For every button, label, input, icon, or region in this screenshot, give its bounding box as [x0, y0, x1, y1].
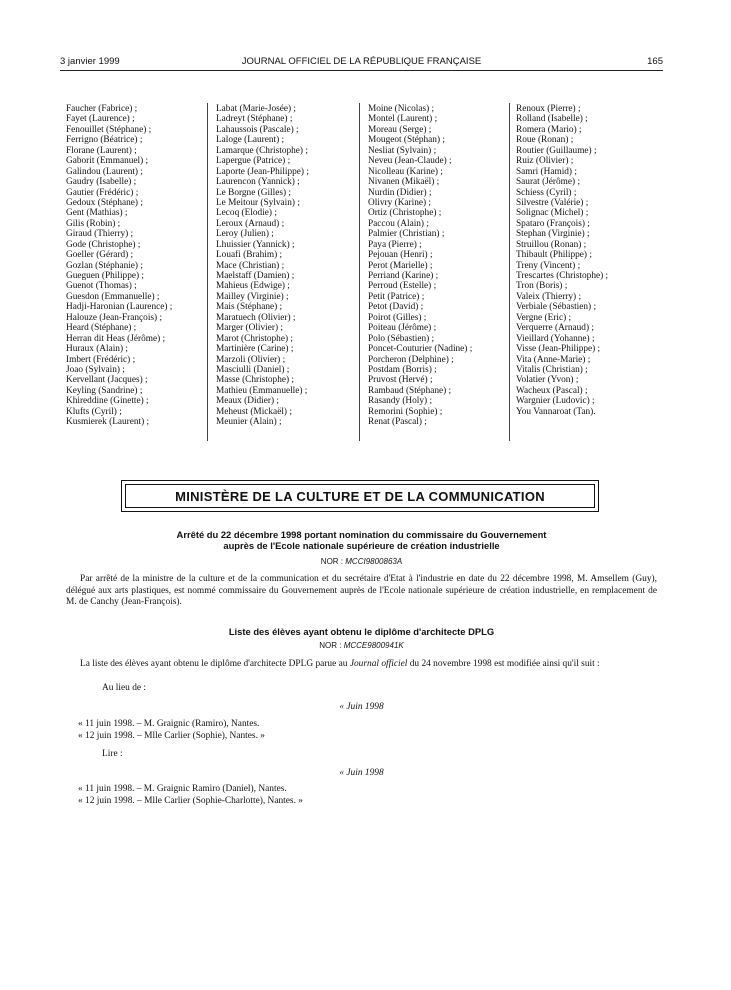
name-entry: Faucher (Fabrice) ;	[66, 104, 138, 114]
name-entry: Martinière (Carine) ;	[216, 344, 294, 355]
name-entry: Klufts (Cyril) ;	[66, 406, 122, 417]
name-entry: Mailley (Virginie) ;	[216, 291, 289, 302]
journal-title: JOURNAL OFFICIEL DE LA RÉPUBLIQUE FRANÇAISE	[241, 56, 482, 67]
name-entry: Herran dit Heas (Jérôme) ;	[66, 333, 166, 344]
name-entry: Renoux (Pierre) ;	[516, 104, 581, 114]
name-entry: Vitalis (Christian) ;	[516, 364, 588, 375]
name-entry: Gaudry (Isabelle) ;	[66, 177, 137, 188]
name-entry: You Vannaroat (Tan).	[516, 406, 596, 417]
name-entry: Lhuissier (Yannick) ;	[216, 239, 295, 250]
name-entry: Perot (Marielle) ;	[368, 260, 433, 271]
name-entry: Guesdon (Emmanuelle) ;	[66, 291, 160, 302]
name-entry: Montel (Laurent) ;	[368, 114, 438, 125]
ministry-banner	[121, 480, 599, 512]
name-entry: Lapergue (Patrice) ;	[216, 156, 291, 167]
name-entry: Renat (Pascal) ;	[368, 417, 427, 428]
name-entry: Routier (Guillaume) ;	[516, 145, 597, 156]
name-entry: Khireddine (Ginette) ;	[66, 396, 149, 407]
nor-reference	[60, 641, 663, 650]
name-entry: Perriand (Karine) ;	[368, 271, 439, 281]
name-entry: Guenot (Thomas) ;	[66, 281, 137, 292]
name-entry: Gent (Mathias) ;	[66, 208, 128, 219]
name-entry: Roue (Ronan) ;	[516, 135, 574, 146]
name-entry: Pruvost (Hervé) ;	[368, 375, 433, 386]
name-entry: Gilis (Robin) ;	[66, 218, 121, 229]
name-entry: Halouze (Jean-François) ;	[66, 312, 163, 323]
name-entry: Marot (Christophe) ;	[216, 333, 293, 344]
name-entry: Heard (Stéphane) ;	[66, 323, 137, 334]
month-heading: « Juin 1998	[339, 702, 384, 712]
name-entry: Volatier (Yvon) ;	[516, 375, 579, 386]
name-column-2	[216, 104, 309, 428]
name-entry: Wargnier (Ludovic) ;	[516, 396, 595, 407]
name-entry: Le Borgne (Gilles) ;	[216, 187, 291, 198]
name-entry: Palmier (Christian) ;	[368, 229, 445, 240]
name-entry: Paccou (Alain) ;	[368, 218, 429, 229]
column-divider	[207, 103, 208, 441]
name-entry: Masse (Christophe) ;	[216, 375, 294, 386]
name-entry: Masciulli (Daniel) ;	[216, 364, 290, 375]
name-entry: Perroud (Estelle) ;	[368, 281, 437, 292]
name-entry: Vieillard (Yohanne) ;	[516, 333, 595, 344]
name-entry: Joao (Sylvain) ;	[66, 364, 125, 375]
name-entry: Mougeot (Stéphan) ;	[368, 135, 445, 146]
name-entry: Lecoq (Elodie) ;	[216, 208, 277, 219]
nor-label: NOR :	[320, 557, 344, 566]
name-entry: Poiteau (Jérôme) ;	[368, 323, 437, 334]
name-entry: Gueguen (Philippe) ;	[66, 271, 144, 281]
name-entry: Kervellant (Jacques) ;	[66, 375, 148, 386]
old-entry: « 12 juin 1998. – Mlle Carlier (Sophie), Nantes. »	[78, 731, 265, 741]
name-entry: Silvestre (Valérie) ;	[516, 197, 589, 208]
name-entry: Samri (Hamid) ;	[516, 166, 577, 177]
name-entry: Laporte (Jean-Philippe) ;	[216, 166, 309, 177]
name-entry: Rasandy (Holy) ;	[368, 396, 433, 407]
name-entry: Mace (Christian) ;	[216, 260, 285, 271]
name-entry: Polo (Sébastien) ;	[368, 333, 435, 344]
arrete-title-line: auprès de l'Ecole nationale supérieure de création industrielle	[223, 540, 500, 551]
new-entry: « 11 juin 1998. – M. Graignic Ramiro (Daniel), Nantes.	[78, 784, 287, 794]
name-entry: Ruiz (Olivier) ;	[516, 156, 574, 167]
intro-text: du 24 novembre 1998 est modifiée ainsi qu'il suit :	[407, 659, 600, 669]
name-entry: Fayet (Laurence) ;	[66, 114, 135, 125]
name-entry: Meheust (Mickaël) ;	[216, 406, 292, 417]
name-entry: Laloge (Laurent) ;	[216, 135, 285, 146]
name-entry: Lahaussois (Pascale) ;	[216, 124, 299, 135]
name-entry: Imbert (Frédéric) ;	[66, 354, 136, 365]
name-entry: Ortiz (Christophe) ;	[368, 208, 442, 219]
name-entry: Stephan (Virginie) ;	[516, 229, 590, 240]
name-entry: Maelstaff (Damien) ;	[216, 271, 295, 281]
name-entry: Florane (Laurent) ;	[66, 145, 137, 156]
name-entry: Olivry (Karine) ;	[368, 197, 431, 208]
lire-label: Lire :	[102, 749, 123, 759]
name-entry: Solignac (Michel) ;	[516, 208, 589, 219]
name-entry: Le Meitour (Sylvain) ;	[216, 197, 300, 208]
name-entry: Maratuech (Olivier) ;	[216, 312, 296, 323]
name-entry: Spataro (François) ;	[516, 218, 590, 229]
name-entry: Poirot (Gilles) ;	[368, 312, 427, 323]
name-entry: Labat (Marie-Josée) ;	[216, 104, 297, 114]
name-entry: Porcheron (Delphine) ;	[368, 354, 454, 365]
name-entry: Marzoli (Olivier) ;	[216, 354, 286, 365]
name-column-4	[516, 104, 608, 417]
nor-code: MCCE9800941K	[343, 641, 404, 650]
name-entry: Nurdin (Didier) ;	[368, 187, 432, 198]
name-entry: Verbiale (Sébastien) ;	[516, 302, 597, 313]
name-entry: Goeller (Gérard) ;	[66, 250, 134, 261]
name-entry: Visse (Jean-Philippe) ;	[516, 344, 601, 355]
name-entry: Kusmierek (Laurent) ;	[66, 417, 150, 428]
name-entry: Gautier (Frédéric) ;	[66, 187, 139, 198]
liste-intro	[66, 659, 657, 671]
name-entry: Leroy (Julien) ;	[216, 229, 274, 240]
page-number: 165	[647, 56, 663, 67]
name-entry: Giraud (Thierry) ;	[66, 229, 134, 240]
nor-code: MCCI9800863A	[345, 557, 403, 566]
name-entry: Verquerre (Arnaud) ;	[516, 323, 594, 334]
name-entry: Wacheux (Pascal) ;	[516, 385, 588, 396]
name-entry: Nesliat (Sylvain) ;	[368, 145, 437, 156]
name-entry: Valeix (Thierry) ;	[516, 291, 582, 302]
name-entry: Treny (Vincent) ;	[516, 260, 581, 271]
name-entry: Huraux (Alain) ;	[66, 344, 128, 355]
name-entry: Leroux (Arnaud) ;	[216, 218, 285, 229]
nor-reference	[60, 557, 663, 566]
name-entry: Petot (David) ;	[368, 302, 424, 313]
au-lieu-label: Au lieu de :	[102, 683, 147, 693]
name-entry: Poncet-Couturier (Nadine) ;	[368, 344, 473, 355]
name-entry: Laurencon (Yannick) ;	[216, 177, 300, 188]
name-column-1	[66, 104, 172, 428]
name-entry: Meunier (Alain) ;	[216, 417, 282, 428]
name-entry: Saurat (Jérôme) ;	[516, 177, 581, 188]
name-entry: Mathieu (Emmanuelle) ;	[216, 385, 308, 396]
name-entry: Pejouan (Henri) ;	[368, 250, 433, 261]
name-entry: Struillou (Ronan) ;	[516, 239, 587, 250]
header-rule	[60, 70, 663, 71]
arrete-body: Par arrêté de la ministre de la culture et de la communication et du secrétaire d'Etat à l'industrie en date du 22 décembre 1998, M. Amsellem (Guy), délégué aux arts plastiques, est nommé commissaire du Gouvernement auprès de l'Ecole nationale supérieure de création industrielle, en remplacement de M. de Canchy (Jean-François).	[66, 574, 657, 607]
name-entry: Trescartes (Christophe) ;	[516, 271, 609, 281]
name-entry: Paya (Pierre) ;	[368, 239, 422, 250]
name-entry: Tron (Boris) ;	[516, 281, 568, 292]
name-entry: Mais (Stéphane) ;	[216, 302, 283, 313]
name-column-3	[368, 104, 472, 428]
name-entry: Galindou (Laurent) ;	[66, 166, 143, 177]
name-entry: Postdam (Borris) ;	[368, 364, 437, 375]
name-entry: Ferrigno (Béatrice) ;	[66, 135, 143, 146]
name-entry: Gedoux (Stéphane) ;	[66, 197, 143, 208]
name-entry: Hadji-Haronian (Laurence) ;	[66, 302, 173, 313]
page-header	[60, 56, 663, 70]
name-entry: Neveu (Jean-Claude) ;	[368, 156, 452, 167]
name-entry: Rambaud (Stéphane) ;	[368, 385, 452, 396]
name-entry: Louafi (Brahim) ;	[216, 250, 283, 261]
journal-reference: Journal officiel	[349, 659, 408, 669]
name-entry: Romera (Mario) ;	[516, 124, 582, 135]
column-divider	[359, 103, 360, 441]
ministry-title: MINISTÈRE DE LA CULTURE ET DE LA COMMUNICATION	[125, 484, 595, 508]
name-entry: Remorini (Sophie) ;	[368, 406, 443, 417]
intro-text: La liste des élèves ayant obtenu le diplôme d'architecte DPLG parue au	[80, 659, 350, 669]
old-entry: « 11 juin 1998. – M. Graignic (Ramiro), Nantes.	[78, 719, 260, 729]
name-entry: Petit (Patrice) ;	[368, 291, 425, 302]
month-heading: « Juin 1998	[339, 768, 384, 778]
name-entry: Ladreyt (Stéphane) ;	[216, 114, 293, 125]
nor-label: NOR :	[319, 641, 342, 650]
arrete-title	[60, 529, 663, 551]
name-entry: Fenouillet (Stéphane) ;	[66, 124, 152, 135]
arrete-title-line: Arrêté du 22 décembre 1998 portant nomination du commissaire du Gouvernement	[176, 529, 547, 540]
name-entry: Lamarque (Christophe) ;	[216, 145, 308, 156]
name-entry: Nivanen (Mikaël) ;	[368, 177, 440, 188]
column-divider	[509, 103, 510, 441]
liste-title: Liste des élèves ayant obtenu le diplôme d'architecte DPLG	[228, 626, 495, 637]
new-entry: « 12 juin 1998. – Mlle Carlier (Sophie-Charlotte), Nantes. »	[78, 796, 303, 806]
name-entry: Gaborit (Emmanuel) ;	[66, 156, 149, 167]
header-date: 3 janvier 1999	[60, 56, 120, 67]
name-entry: Vergne (Eric) ;	[516, 312, 572, 323]
name-entry: Moine (Nicolas) ;	[368, 104, 435, 114]
name-entry: Gode (Christophe) ;	[66, 239, 141, 250]
name-entry: Thibault (Philippe) ;	[516, 250, 592, 261]
name-entry: Mahieus (Edwige) ;	[216, 281, 290, 292]
name-entry: Meaux (Didier) ;	[216, 396, 279, 407]
name-entry: Rolland (Isabelle) ;	[516, 114, 588, 125]
name-entry: Marger (Olivier) ;	[216, 323, 283, 334]
name-entry: Keyling (Sandrine) ;	[66, 385, 143, 396]
name-entry: Vita (Anne-Marie) ;	[516, 354, 591, 365]
name-entry: Moreau (Serge) ;	[368, 124, 432, 135]
name-entry: Nicolleau (Karine) ;	[368, 166, 443, 177]
name-entry: Gozlan (Stéphanie) ;	[66, 260, 143, 271]
name-entry: Schiess (Cyril) ;	[516, 187, 577, 198]
